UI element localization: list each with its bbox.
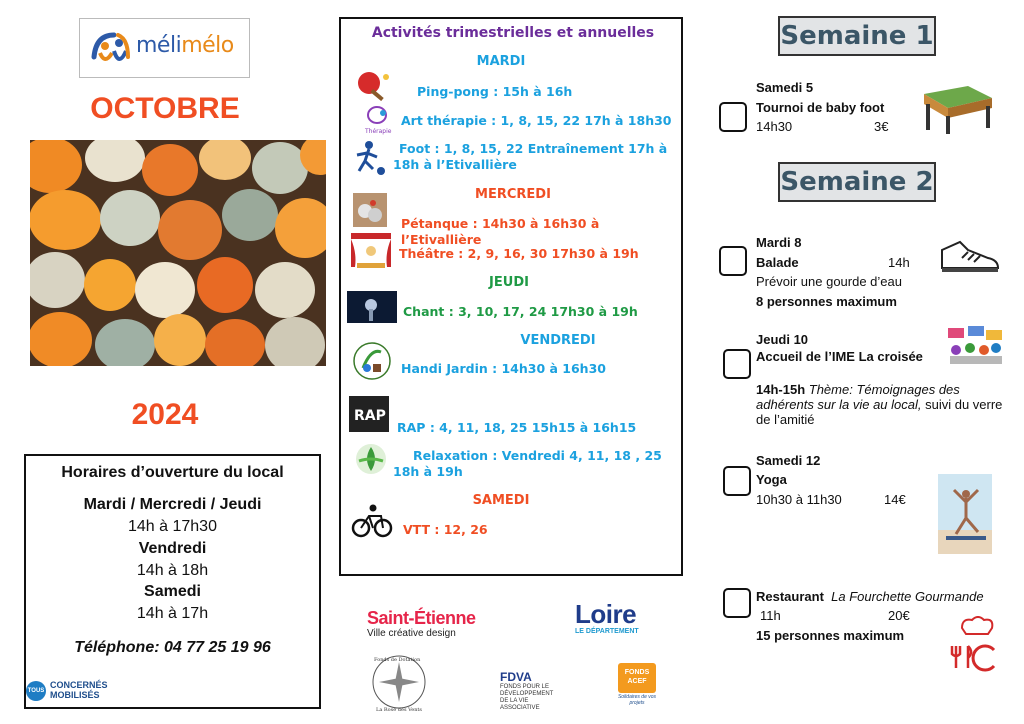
day-header-mercredi: MERCREDI <box>475 187 551 202</box>
fdva-line5: ASSOCIATIVE <box>500 705 540 711</box>
event-balade-note: Prévoir une gourde d’eau <box>756 274 902 289</box>
baby-foot-icon <box>918 78 996 136</box>
yoga-image <box>938 474 992 554</box>
rap-icon <box>349 396 389 432</box>
event-babyfoot-time: 14h30 <box>756 119 793 134</box>
activity-relaxation-2: 18h à 19h <box>393 464 463 479</box>
fdva-line2: FONDS POUR LE <box>500 684 550 690</box>
concernes-line2: MOBILISÉS <box>50 690 100 700</box>
year-title: 2024 <box>131 398 199 431</box>
event-yoga-date: Samedi 12 <box>756 453 821 468</box>
event-babyfoot-price: 3€ <box>874 119 889 134</box>
acef-line2: ACEF <box>627 678 647 685</box>
event-balade-max: 8 personnes maximum <box>756 294 897 309</box>
activities-box <box>339 17 683 576</box>
event-ime-theme-1: Thème: Témoignages des <box>808 382 960 397</box>
discussion-icon <box>946 326 1004 366</box>
event-restaurant-price: 20€ <box>888 608 910 623</box>
hours-time-1: 14h à 17h30 <box>128 518 217 535</box>
event-ime-time: 14h-15h <box>756 382 806 397</box>
hours-title: Horaires d’ouverture du local <box>61 464 284 481</box>
melimelo-logo <box>79 18 250 78</box>
event-restaurant-title <box>756 589 984 604</box>
activity-foot-2: 18h à l’Etivallière <box>393 157 517 172</box>
day-header-vendredi: VENDREDI <box>520 333 596 348</box>
acef-line1: FONDS <box>624 669 650 676</box>
activity-handi-jardin: Handi Jardin : 14h30 à 16h30 <box>401 361 606 376</box>
microphone-icon <box>347 291 397 323</box>
event-restaurant-time: 11h <box>760 608 781 623</box>
event-babyfoot-title: Tournoi de baby foot <box>756 100 885 115</box>
logo-text: mélimélo <box>136 33 234 58</box>
acef-logo <box>614 663 660 706</box>
fdva-logo <box>500 670 553 712</box>
checkbox-restaurant[interactable] <box>723 588 751 618</box>
art-icon-label: Thérapie <box>365 128 392 135</box>
art-therapy-icon <box>363 105 397 135</box>
football-icon <box>351 139 387 177</box>
loire-name: Loire <box>575 599 637 629</box>
event-yoga-title: Yoga <box>756 472 787 487</box>
event-ime-description <box>756 382 1014 427</box>
se-name: Saint-Étienne <box>367 608 476 628</box>
activity-foot-1: Foot : 1, 8, 15, 22 Entraînement 17h à <box>399 141 668 156</box>
fonds-dotation-logo <box>368 652 430 712</box>
hours-time-2: 14h à 18h <box>136 562 209 579</box>
event-restaurant-title-b: La Fourchette Gourmande <box>831 589 984 604</box>
fdva-line4: DE LA VIE <box>500 698 529 704</box>
saint-etienne-logo <box>367 608 476 639</box>
activity-vtt: VTT : 12, 26 <box>403 522 488 537</box>
theatre-icon <box>351 233 391 269</box>
activity-theatre: Théâtre : 2, 9, 16, 30 17h30 à 19h <box>399 246 639 261</box>
event-restaurant-max: 15 personnes maximum <box>756 628 905 643</box>
event-yoga-time: 10h30 à 11h30 <box>756 492 842 507</box>
loire-tagline: LE DÉPARTEMENT <box>575 628 639 635</box>
event-balade-time: 14h <box>888 255 910 270</box>
opening-hours-box <box>24 454 321 709</box>
restaurant-icon <box>948 616 1002 672</box>
loire-logo <box>575 600 639 635</box>
acef-tagline: Solidaires de vos projets <box>617 694 657 706</box>
activity-chant: Chant : 3, 10, 17, 24 17h30 à 19h <box>403 304 638 319</box>
checkbox-baby-foot[interactable] <box>719 102 747 132</box>
pumpkins-image <box>30 140 326 366</box>
checkbox-balade[interactable] <box>719 246 747 276</box>
event-balade-title: Balade <box>756 255 799 270</box>
event-restaurant-title-a: Restaurant <box>756 589 824 604</box>
tous-badge: TOUS <box>26 681 46 701</box>
month-title: OCTOBRE <box>90 92 240 125</box>
pumpkins-illustration <box>30 140 326 366</box>
week-2-label: Semaine 2 <box>778 162 936 202</box>
day-header-samedi: SAMEDI <box>472 493 530 508</box>
activity-art-therapy: Art thérapie : 1, 8, 15, 22 17h à 18h30 <box>401 113 672 128</box>
event-balade-date: Mardi 8 <box>756 235 802 250</box>
checkbox-ime[interactable] <box>723 349 751 379</box>
day-header-mardi: MARDI <box>476 54 526 69</box>
event-ime-theme-2b: suivi du verre <box>921 397 1003 412</box>
phone-number: Téléphone: 04 77 25 19 96 <box>74 639 271 656</box>
fdva-title: FDVA <box>500 670 532 684</box>
activity-rap: RAP : 4, 11, 18, 25 15h15 à 16h15 <box>397 420 637 435</box>
event-ime-date: Jeudi 10 <box>756 332 809 347</box>
garden-icon <box>353 342 391 380</box>
se-tagline: Ville créative design <box>367 628 456 639</box>
relaxation-icon <box>355 443 387 475</box>
hours-days-1: Mardi / Mercredi / Jeudi <box>83 496 262 513</box>
activity-relaxation-1: Relaxation : Vendredi 4, 11, 18 , 25 <box>413 448 662 463</box>
petanque-icon <box>353 193 387 227</box>
hours-days-3: Samedi <box>144 583 201 600</box>
day-header-jeudi: JEUDI <box>489 275 529 290</box>
family-icon <box>88 27 134 71</box>
ping-pong-icon <box>353 69 393 101</box>
dotation-line2: La Rose des Vents <box>376 707 423 712</box>
week-1-label: Semaine 1 <box>778 16 936 56</box>
rap-icon-label: RAP <box>354 408 386 424</box>
event-ime-theme-2: adhérents sur la vie au local, <box>756 397 922 412</box>
hours-days-2: Vendredi <box>138 540 207 557</box>
event-yoga-price: 14€ <box>884 492 906 507</box>
checkbox-yoga[interactable] <box>723 466 751 496</box>
activity-petanque: Pétanque : 14h30 à 16h30 à l’Etivallière <box>401 216 600 247</box>
event-ime-theme-3: de l’amitié <box>756 412 815 427</box>
event-ime-title: Accueil de l’IME La croisée <box>756 349 923 364</box>
fdva-line3: DÉVELOPPEMENT <box>500 691 554 697</box>
concernes-line1: CONCERNÉS <box>50 680 108 690</box>
concernes-mobilises-logo <box>26 678 116 704</box>
activities-title: Activités trimestrielles et annuelles <box>371 25 655 41</box>
sneaker-icon <box>938 236 1002 274</box>
hours-time-3: 14h à 17h <box>136 605 209 622</box>
activity-pingpong: Ping-pong : 15h à 16h <box>417 84 573 99</box>
bicycle-icon <box>351 502 393 538</box>
dotation-line1: Fonds de Dotation <box>374 657 421 663</box>
event-babyfoot-date: Samedi 5 <box>756 80 814 95</box>
